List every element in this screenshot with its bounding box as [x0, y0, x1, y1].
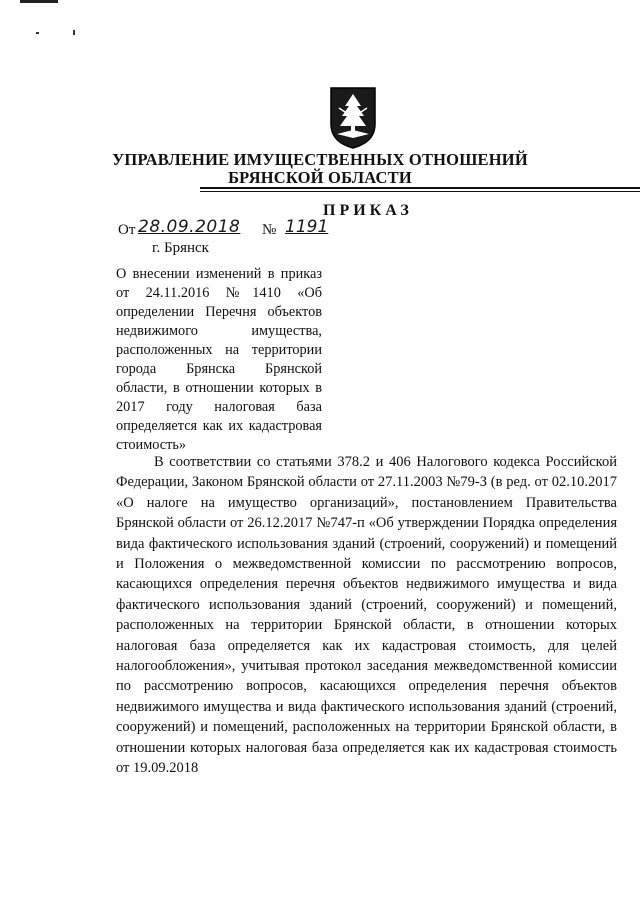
header-rule-thin [200, 191, 640, 192]
order-body: В соответствии со статьями 378.2 и 406 Налогового кодекса Российской Федерации, Законом Брянской области от 27.11.2003 №79-З (в ред. от 02.10.2017 «О налоге на имущество организаций», постановлением Правительства Брянской области от 26.12.2017 №747-п «Об утверждении Порядка определения вида фактического использования зданий (строений, сооружений) и помещений и Положения о межведомственной комиссии по рассмотрению вопросов, касающихся определения перечня объектов недвижимого имущества и вида фактического использования зданий (строений, сооружений) и помещений, расположенных на территории Брянской области, в отношении которых налоговая база определяется как их кадастровая стоимость, для целей налогообложения», учитывая протокол заседания межведомственной комиссии по рассмотрению вопросов, касающихся определения перечня объектов недвижимого имущества и вида фактического использования зданий (строений, сооружений) и помещений, расположенных на территории Брянской области, в отношении которых налоговая база определяется как их кадастровая стоимость от 19.09.2018 [116, 454, 617, 777]
org-name-line2: БРЯНСКОЙ ОБЛАСТИ [228, 168, 412, 187]
date-label: От [118, 222, 136, 238]
number-label: № [262, 222, 277, 238]
date-value: 28.09.2018 [138, 217, 241, 237]
org-name-line1: УПРАВЛЕНИЕ ИМУЩЕСТВЕННЫХ ОТНОШЕНИЙ [112, 150, 528, 169]
city: г. Брянск [152, 240, 209, 256]
scan-speck [36, 32, 39, 34]
coat-of-arms-icon [329, 86, 377, 150]
document-type: ПРИКАЗ [323, 202, 413, 219]
scan-mark [20, 0, 58, 3]
order-subject: О внесении изменений в приказ от 24.11.2016 №1410 «Об определении Перечня объектов недвижимого имущества, расположенных на территории города Брянска Брянской области, в отношении которых в 2017 году налоговая база определяется как их кадастровая стоимость» [116, 266, 322, 453]
scan-speck [73, 30, 75, 35]
number-value: 1191 [285, 217, 329, 237]
header-rule [200, 187, 640, 189]
